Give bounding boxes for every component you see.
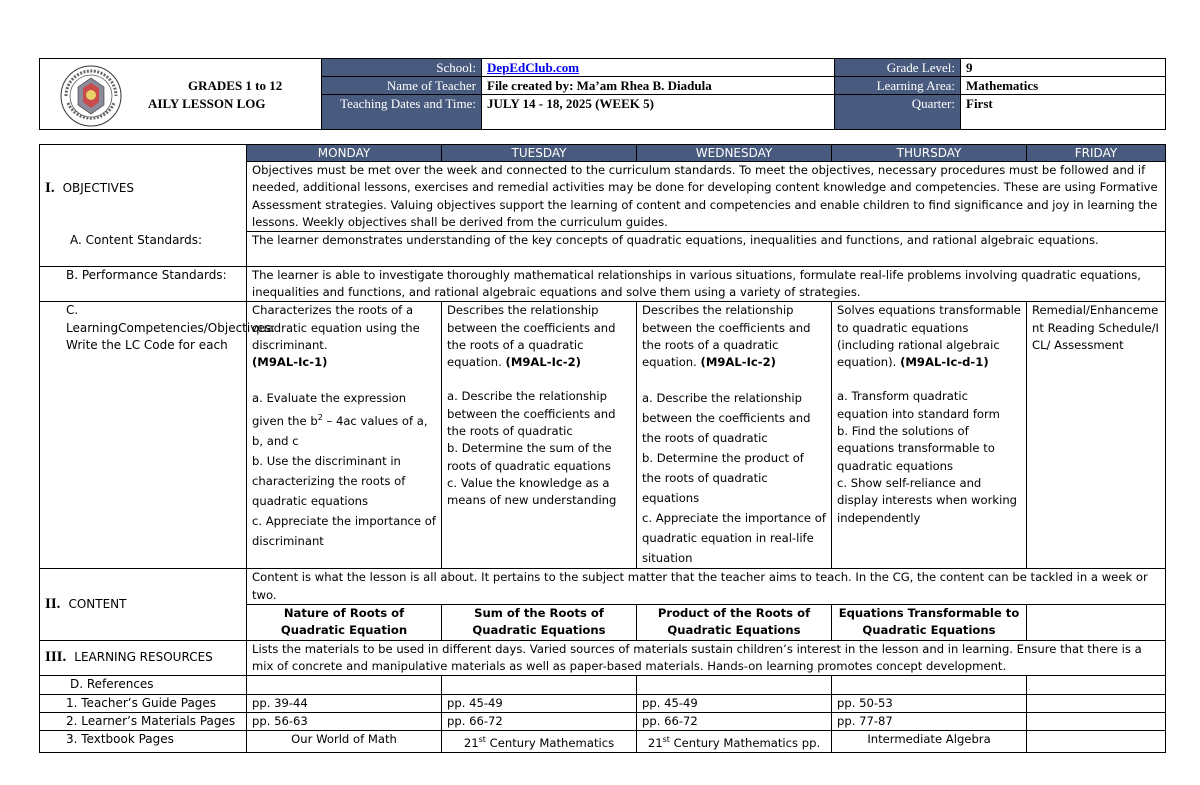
teachers-guide-monday: pp. 39-44 xyxy=(247,694,442,712)
textbook-label: 3. Textbook Pages xyxy=(40,731,247,753)
references-tuesday xyxy=(442,676,637,694)
objective-a: a. Evaluate the expression given the $b^2 - 4ac$ values of a, b, and c xyxy=(252,391,428,449)
quarter-value: First xyxy=(961,95,1166,130)
objectives-label: OBJECTIVES xyxy=(62,180,135,195)
textbook-tuesday: 21st Century Mathematics xyxy=(442,731,637,753)
competency-tuesday xyxy=(442,302,637,569)
lc-code: (M9AL-Ic-2) xyxy=(505,355,581,370)
content-topic-thursday: Equations Transformable to Quadratic Equations xyxy=(832,605,1027,641)
textbook-thursday: Intermediate Algebra xyxy=(832,731,1027,753)
teachers-guide-tuesday: pp. 45-49 xyxy=(442,694,637,712)
learners-materials-friday xyxy=(1027,712,1166,730)
teachers-guide-label: 1. Teacher’s Guide Pages xyxy=(40,694,247,712)
objectives-roman: I. xyxy=(45,179,55,196)
day-header-wednesday: WEDNESDAY xyxy=(637,145,832,162)
objective-b: b. Find the solutions of equations transformable to quadratic equations xyxy=(837,424,995,473)
teaching-dates-label: Teaching Dates and Time: xyxy=(322,95,482,130)
header-logo-cell xyxy=(40,59,322,130)
content-topic-friday xyxy=(1027,605,1166,641)
teacher-label: Name of Teacher xyxy=(322,77,482,95)
teacher-value: File created by: Ma’am Rhea B. Diadula xyxy=(482,77,835,95)
performance-standards-text: The learner is able to investigate thoroughly mathematical relationships in various situations, formulate real-life problems involving quadratic equations, inequalities and functions, and rational algebraic equations and solve them using a variety of strategies. xyxy=(247,266,1166,302)
competencies-sublabel: Write the LC Code for each xyxy=(66,337,228,352)
references-wednesday xyxy=(637,676,832,694)
textbook-wednesday: 21st Century Mathematics pp. xyxy=(637,731,832,753)
competency-thursday xyxy=(832,302,1027,569)
objective-c: c. Appreciate the importance of quadratic equation in real-life situation xyxy=(642,511,826,566)
competency-wednesday xyxy=(637,302,832,569)
textbook-monday: Our World of Math xyxy=(247,731,442,753)
objective-a: a. Transform quadratic equation into standard form xyxy=(837,389,1000,421)
teaching-dates-value: JULY 14 - 18, 2025 (WEEK 5) xyxy=(482,95,835,130)
day-header-friday: FRIDAY xyxy=(1027,145,1166,162)
competencies-label-cell xyxy=(40,302,276,569)
objectives-section-label xyxy=(40,145,247,232)
objective-b: b. Use the discriminant in characterizing the roots of quadratic equations xyxy=(252,454,406,509)
competency-intro: Describes the relationship between the coefficients and the roots of a quadratic equation. xyxy=(447,303,616,370)
competency-intro: Describes the relationship between the coefficients and the roots of a quadratic equation. xyxy=(642,303,811,370)
content-label: CONTENT xyxy=(68,596,127,611)
teachers-guide-thursday: pp. 50-53 xyxy=(832,694,1027,712)
competency-friday: Remedial/Enhancement Reading Schedule/ICL/ Assessment xyxy=(1027,302,1166,569)
learning-resources-text: Lists the materials to be used in different days. Varied sources of materials sustain children’s interest in the lesson and in learning. Ensure that there is a mix of concrete and manipulative materials as well as paper-based materials. Hands-on learning promotes concept development. xyxy=(247,640,1166,676)
lc-code: (M9AL-Ic-d-1) xyxy=(900,355,989,370)
content-section-label xyxy=(40,569,247,640)
lc-code: (M9AL-Ic-1) xyxy=(252,355,328,370)
quarter-label: Quarter: xyxy=(835,95,961,130)
day-header-tuesday: TUESDAY xyxy=(442,145,637,162)
objective-b: b. Determine the sum of the roots of quadratic equations xyxy=(447,441,612,473)
objective-a: a. Describe the relationship between the coefficients and the roots of quadratic xyxy=(447,389,616,439)
objective-a: a. Describe the relationship between the coefficients and the roots of quadratic xyxy=(642,391,811,446)
content-standards-label: A. Content Standards: xyxy=(40,232,247,267)
school-link[interactable]: DepEdClub.com xyxy=(482,59,835,77)
learners-materials-tuesday: pp. 66-72 xyxy=(442,712,637,730)
objectives-text: Objectives must be met over the week and connected to the curriculum standards. To meet the objectives, necessary procedures must be followed and if needed, additional lessons, exercises and remedial activities may be done for developing content knowledge and competencies. These are using Formative Assessment strategies. Valuing objectives support the learning of content and competencies and enable children to find significance and joy in learning the lessons. Weekly objectives shall be derived from the curriculum guides. xyxy=(247,162,1166,232)
objective-b: b. Determine the product of the roots of quadratic equations xyxy=(642,451,804,506)
references-thursday xyxy=(832,676,1027,694)
grade-level-label: Grade Level: xyxy=(835,59,961,77)
deped-seal-icon xyxy=(60,65,122,127)
learning-resources-label: LEARNING RESOURCES xyxy=(74,650,213,665)
competency-intro: Characterizes the roots of a quadratic equation using the discriminant. xyxy=(252,303,420,352)
grade-level-value: 9 xyxy=(961,59,1166,77)
lesson-log-table xyxy=(39,144,1166,753)
content-text: Content is what the lesson is all about. It pertains to the subject matter that the teacher aims to teach. In the CG, the content can be tackled in a week or two. xyxy=(247,569,1166,605)
teachers-guide-friday xyxy=(1027,694,1166,712)
references-label: D. References xyxy=(40,676,247,694)
day-header-thursday: THURSDAY xyxy=(832,145,1027,162)
content-topic-monday: Nature of Roots of Quadratic Equation xyxy=(247,605,442,641)
content-roman: II. xyxy=(45,595,61,612)
objective-c: c. Value the knowledge as a means of new understanding xyxy=(447,475,617,508)
competencies-label: C. LearningCompetencies/Objectives: xyxy=(66,303,276,335)
lc-code: (M9AL-Ic-2) xyxy=(700,355,776,370)
learners-materials-monday: pp. 56-63 xyxy=(247,712,442,730)
learners-materials-label: 2. Learner’s Materials Pages xyxy=(40,712,247,730)
objective-c: c. Appreciate the importance of discriminant xyxy=(252,514,436,549)
teachers-guide-wednesday: pp. 45-49 xyxy=(637,694,832,712)
textbook-friday xyxy=(1027,731,1166,753)
objective-c: c. Show self-reliance and display interests when working independently xyxy=(837,475,1018,525)
learning-area-value: Mathematics xyxy=(961,77,1166,95)
content-topic-wednesday: Product of the Roots of Quadratic Equations xyxy=(637,605,832,641)
content-standards-text: The learner demonstrates understanding of the key concepts of quadratic equations, inequalities and functions, and rational algebraic equations. xyxy=(247,232,1166,267)
performance-standards-label: B. Performance Standards: xyxy=(40,266,247,302)
header-title-line1: GRADES 1 to 12 xyxy=(188,78,283,93)
learners-materials-wednesday: pp. 66-72 xyxy=(637,712,832,730)
learning-resources-roman: III. xyxy=(45,649,67,666)
learning-area-label: Learning Area: xyxy=(835,77,961,95)
references-friday xyxy=(1027,676,1166,694)
header-table xyxy=(39,58,1166,130)
school-label: School: xyxy=(322,59,482,77)
competency-monday xyxy=(247,302,442,569)
header-title-line2: AILY LESSON LOG xyxy=(148,96,266,111)
learning-resources-section-label xyxy=(40,640,247,676)
content-topic-tuesday: Sum of the Roots of Quadratic Equations xyxy=(442,605,637,641)
references-monday xyxy=(247,676,442,694)
competency-intro: Solves equations transformable to quadratic equations (including rational algebraic equation). xyxy=(837,303,1021,370)
learners-materials-thursday: pp. 77-87 xyxy=(832,712,1027,730)
day-header-monday: MONDAY xyxy=(247,145,442,162)
